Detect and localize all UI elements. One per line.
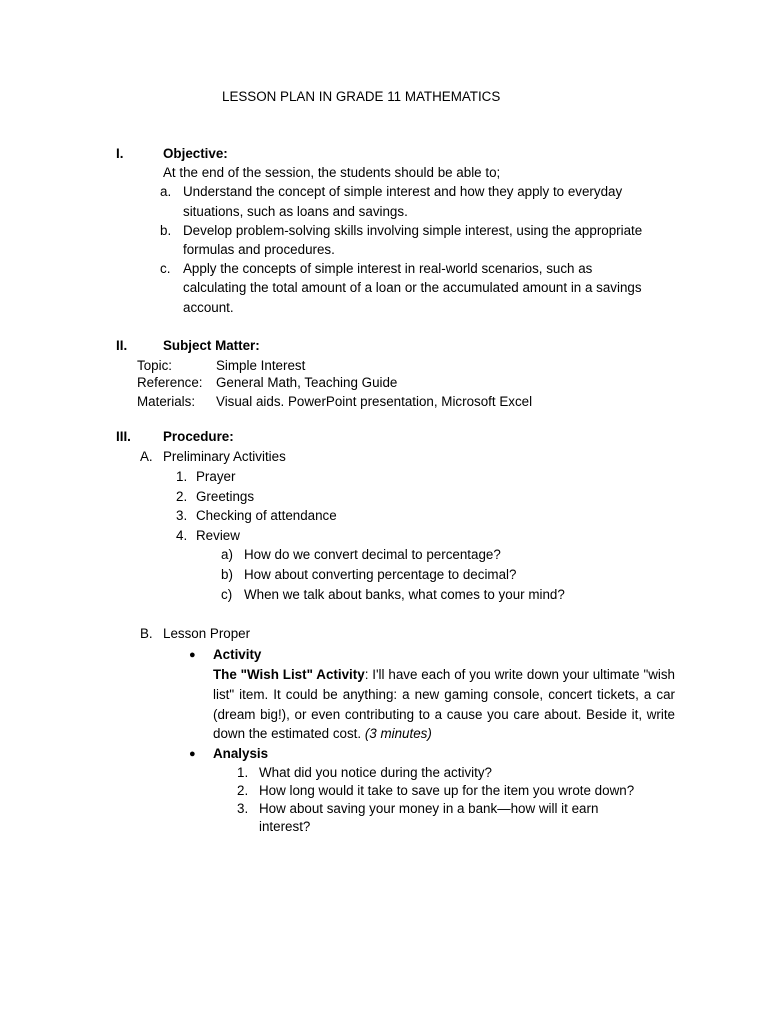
prelim-item-text: Greetings [196,489,255,504]
bullet-icon: ● [189,649,196,661]
review-letter: a) [221,547,233,562]
prelim-item-number: 3. [176,508,188,523]
activity-paragraph [213,665,675,744]
subject-value: Visual aids. PowerPoint presentation, Microsoft Excel [216,394,533,409]
prelim-item-text: Checking of attendance [196,508,337,523]
section-number-subject: II. [116,338,128,353]
subsection-label: Preliminary Activities [163,449,286,464]
activity-name: The "Wish List" Activity [213,667,365,682]
section-number-objective: I. [116,146,124,161]
activity-duration: (3 minutes) [364,726,432,742]
objective-item-letter: c. [160,261,171,276]
objective-item-text: formulas and procedures. [183,242,335,257]
subsection-letter: B. [140,626,153,641]
activity-description: : I'll have each of you write down your ultimate "wish list" item. It could be anything: a new gaming console, concert tickets, a car (dream big!), or even contributing to a cause you care about. Beside it, write down the estimated cost. [213,667,675,742]
objective-item-text: account. [183,300,234,315]
objective-item-text: calculating the total amount of a loan or the accumulated amount in a savings [183,280,642,295]
subject-label: Reference: [137,375,203,390]
objective-item-text: Apply the concepts of simple interest in real-world scenarios, such as [183,261,593,276]
prelim-item-number: 4. [176,528,188,543]
review-letter: b) [221,567,233,582]
objective-item-text: Understand the concept of simple interest and how they apply to everyday [183,184,623,199]
review-question: When we talk about banks, what comes to your mind? [244,587,565,602]
analysis-question: What did you notice during the activity? [259,765,492,780]
analysis-question-number: 1. [237,765,249,780]
subsection-label: Lesson Proper [163,626,251,641]
prelim-item-text: Review [196,528,240,543]
review-letter: c) [221,587,233,602]
subject-value: General Math, Teaching Guide [216,375,398,390]
section-heading-objective: Objective: [163,146,228,161]
subject-label: Materials: [137,394,196,409]
objective-intro: At the end of the session, the students should be able to; [163,165,501,180]
review-question: How about converting percentage to decimal? [244,567,517,582]
analysis-question-number: 3. [237,801,249,816]
activity-heading: Activity [213,647,262,662]
analysis-question-number: 2. [237,783,249,798]
analysis-question: interest? [259,819,311,834]
objective-item-text: Develop problem-solving skills involving simple interest, using the appropriate [183,223,643,238]
prelim-item-number: 1. [176,469,188,484]
section-number-procedure: III. [116,429,131,444]
analysis-question: How about saving your money in a bank—how will it earn [259,801,599,816]
document-title: LESSON PLAN IN GRADE 11 MATHEMATICS [222,89,501,104]
section-heading-subject: Subject Matter: [163,338,260,353]
objective-item-text: situations, such as loans and savings. [183,204,408,219]
objective-item-letter: b. [160,223,172,238]
subsection-letter: A. [140,449,153,464]
subject-label: Topic: [137,358,172,373]
subject-value: Simple Interest [216,358,306,373]
objective-item-letter: a. [160,184,172,199]
section-heading-procedure: Procedure: [163,429,234,444]
review-question: How do we convert decimal to percentage? [244,547,501,562]
bullet-icon: ● [189,748,196,760]
prelim-item-text: Prayer [196,469,236,484]
analysis-question: How long would it take to save up for the item you wrote down? [259,783,635,798]
analysis-heading: Analysis [213,746,269,761]
prelim-item-number: 2. [176,489,188,504]
